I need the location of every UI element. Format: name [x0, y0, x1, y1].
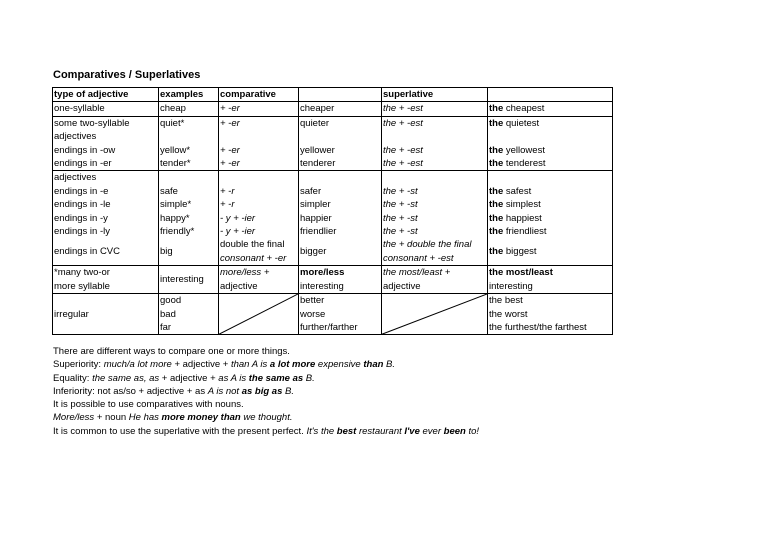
superlative-furthest: the furthest/the farthest [489, 321, 587, 333]
comparative-further: further/farther [300, 321, 358, 333]
superlative-rule: the + -st [382, 212, 488, 225]
superlative-the: the [489, 185, 504, 197]
superlative-word: happiest [503, 212, 542, 224]
superlative-word: cheapest [503, 103, 545, 115]
type-cell: endings in -y [53, 212, 159, 225]
example-cell: safe [159, 185, 219, 198]
superlative-example [488, 198, 613, 211]
comparative-rule [219, 266, 299, 294]
table-row [53, 266, 613, 294]
table-row [53, 144, 613, 157]
note-line: It is possible to use comparatives with nouns. [53, 399, 244, 411]
comparative-rule: - y + -ier [219, 212, 299, 225]
type-cell: endings in CVC [53, 238, 159, 265]
superlative-example-line1: the most/least [489, 267, 553, 279]
superlative-word: quietest [503, 117, 540, 129]
note-text: ever [419, 425, 444, 437]
comparative-rule-line2: adjective [220, 280, 258, 292]
note-text: + adjective + [159, 372, 219, 384]
example-cell [159, 294, 219, 335]
superlative-example [488, 157, 613, 171]
type-cell: endings in -le [53, 198, 159, 211]
header-comparative: comparative [219, 88, 299, 102]
superlative-the: the [489, 212, 504, 224]
type-line1: *many two-or [54, 267, 110, 279]
note-text: Equality: [53, 372, 93, 384]
comparative-example: simpler [299, 198, 382, 211]
example-cell: happy* [159, 212, 219, 225]
superlative-rule-line2: consonant + -est [383, 252, 454, 264]
superlative-example [488, 238, 613, 265]
table-row [53, 225, 613, 238]
note-text: + adjective + [171, 359, 231, 371]
superlative-word: friendliest [503, 226, 547, 238]
note-text: we thought. [240, 412, 293, 424]
superlative-example [488, 212, 613, 225]
comparative-rule: + -er [219, 102, 299, 116]
comparative-example-line2: interesting [300, 280, 344, 292]
note-text: A is [228, 372, 249, 384]
type-cell: irregular [53, 294, 159, 335]
superlative-rule: the + -est [382, 116, 488, 130]
note-text: as big as [241, 385, 283, 397]
type-cell: adjectives [53, 130, 159, 143]
comparative-example: quieter [299, 116, 382, 130]
note-text: more money than [161, 412, 241, 424]
comparative-example: happier [299, 212, 382, 225]
note-line [53, 411, 479, 424]
note-text: best [336, 425, 357, 437]
note-text: as [218, 372, 229, 384]
table-row [53, 157, 613, 171]
superlative-rule [382, 238, 488, 265]
example-cell: yellow* [159, 144, 219, 157]
superlative-the: the [489, 158, 504, 170]
comparative-example-line1: more/less [300, 267, 345, 279]
comparative-rule: - y + -ier [219, 225, 299, 238]
note-text: restaurant [356, 425, 405, 437]
superlative-example [488, 225, 613, 238]
example-cell: friendly* [159, 225, 219, 238]
superlative-the: the [489, 144, 504, 156]
superlative-example [488, 185, 613, 198]
header-type: type of adjective [53, 88, 159, 102]
empty-comparative-cell [219, 294, 299, 335]
comparative-rule-line1: double the final [220, 239, 285, 251]
type-cell: endings in -er [53, 157, 159, 171]
note-text: than [363, 359, 384, 371]
superlative-the: the [489, 226, 504, 238]
note-text: much/a lot more [103, 359, 172, 371]
superlative-rule: the + -est [382, 102, 488, 116]
table-row [53, 294, 613, 335]
superlative-rule: the + -est [382, 144, 488, 157]
page-title: Comparatives / Superlatives [53, 69, 201, 81]
note-text: Superiority: [53, 359, 104, 371]
table-row [53, 212, 613, 225]
note-text: the same as [248, 372, 304, 384]
table-row [53, 116, 613, 130]
note-text: than [230, 359, 250, 371]
note-text: expensive [315, 359, 364, 371]
superlative-example [488, 116, 613, 130]
comparative-example [299, 294, 382, 335]
header-examples: examples [159, 88, 219, 102]
example-cell: big [159, 238, 219, 265]
superlative-rule [382, 266, 488, 294]
header-superlative: superlative [382, 88, 488, 102]
note-text: A is not [207, 385, 242, 397]
comparatives-table [52, 87, 613, 335]
superlative-word: tenderest [503, 158, 546, 170]
example-cell: simple* [159, 198, 219, 211]
comparative-rule: + -r [219, 198, 299, 211]
superlative-rule-line1: the most/least + [383, 267, 451, 279]
comparative-rule-line1: more/less + [220, 267, 270, 279]
note-text: Inferiority: not as/so + adjective + as [53, 385, 208, 397]
type-cell: endings in -e [53, 185, 159, 198]
superlative-word: safest [503, 185, 532, 197]
superlative-the: the [489, 246, 504, 258]
note-line [53, 372, 479, 385]
type-cell: one-syllable [53, 102, 159, 116]
superlative-example [488, 102, 613, 116]
diagonal-line [382, 294, 487, 334]
superlative-best: the best [489, 295, 523, 307]
note-text: I've [404, 425, 420, 437]
note-text: It's the [306, 425, 337, 437]
note-line [53, 358, 479, 371]
superlative-rule-line2: adjective [383, 280, 421, 292]
superlative-rule: the + -st [382, 198, 488, 211]
table-row [53, 102, 613, 116]
example-cell: cheap [159, 102, 219, 116]
note-text: He has [128, 412, 162, 424]
note-text: a lot more [269, 359, 316, 371]
note-text: the same as, as [92, 372, 160, 384]
type-cell: adjectives [53, 171, 159, 185]
header-row [53, 88, 613, 102]
table-row [53, 130, 613, 143]
superlative-word: biggest [503, 246, 537, 258]
superlative-word: simplest [503, 199, 541, 211]
note-text: A is [249, 359, 270, 371]
example-cell: interesting [159, 266, 219, 294]
type-cell: endings in -ow [53, 144, 159, 157]
example-cell: quiet* [159, 116, 219, 130]
superlative-the: the [489, 199, 504, 211]
note-text: B. [282, 385, 294, 397]
example-cell: tender* [159, 157, 219, 171]
note-text: + noun [94, 412, 129, 424]
notes [53, 345, 479, 438]
type-line2: more syllable [54, 280, 110, 292]
type-cell: endings in -ly [53, 225, 159, 238]
comparative-worse: worse [300, 308, 326, 320]
comparative-rule-line2: consonant + -er [220, 252, 287, 264]
table-row [53, 238, 613, 265]
note-text: been [443, 425, 466, 437]
superlative-rule: the + -st [382, 225, 488, 238]
type-cell [53, 266, 159, 294]
empty-superlative-cell [382, 294, 488, 335]
superlative-rule: the + -st [382, 185, 488, 198]
comparative-example: friendlier [299, 225, 382, 238]
note-line [53, 425, 479, 438]
comparative-example: tenderer [299, 157, 382, 171]
note-line: There are different ways to compare one or more things. [53, 346, 290, 357]
comparative-example: yellower [299, 144, 382, 157]
superlative-example [488, 294, 613, 335]
example-far: far [160, 321, 172, 333]
header-sup-example [488, 88, 613, 102]
note-text: B. [383, 359, 396, 371]
table-row [53, 185, 613, 198]
table-row [53, 171, 613, 185]
example-bad: bad [160, 308, 176, 320]
superlative-rule-line1: the + double the final [383, 239, 472, 251]
comparative-rule [219, 238, 299, 265]
superlative-the: the [489, 103, 504, 115]
comparative-rule: + -er [219, 157, 299, 171]
comparative-example: bigger [299, 238, 382, 265]
table-row [53, 198, 613, 211]
comparative-rule: + -r [219, 185, 299, 198]
note-line [53, 385, 479, 398]
superlative-rule: the + -est [382, 157, 488, 171]
type-cell: some two-syllable [53, 116, 159, 130]
note-text: to! [465, 425, 480, 437]
comparative-example: safer [299, 185, 382, 198]
comparative-better: better [300, 295, 325, 307]
superlative-example [488, 266, 613, 294]
header-comp-example [299, 88, 382, 102]
superlative-example-line2: interesting [489, 280, 533, 292]
superlative-example [488, 144, 613, 157]
superlative-the: the [489, 117, 504, 129]
superlative-worst: the worst [489, 308, 528, 320]
superlative-word: yellowest [503, 144, 545, 156]
note-text: It is common to use the superlative with the present perfect. [53, 425, 307, 437]
diagonal-line [219, 294, 298, 334]
note-text: More/less [53, 412, 95, 424]
comparative-rule: + -er [219, 116, 299, 130]
comparative-example: cheaper [299, 102, 382, 116]
example-good: good [160, 295, 182, 307]
comparative-example [299, 266, 382, 294]
note-text: B. [303, 372, 315, 384]
comparative-rule: + -er [219, 144, 299, 157]
